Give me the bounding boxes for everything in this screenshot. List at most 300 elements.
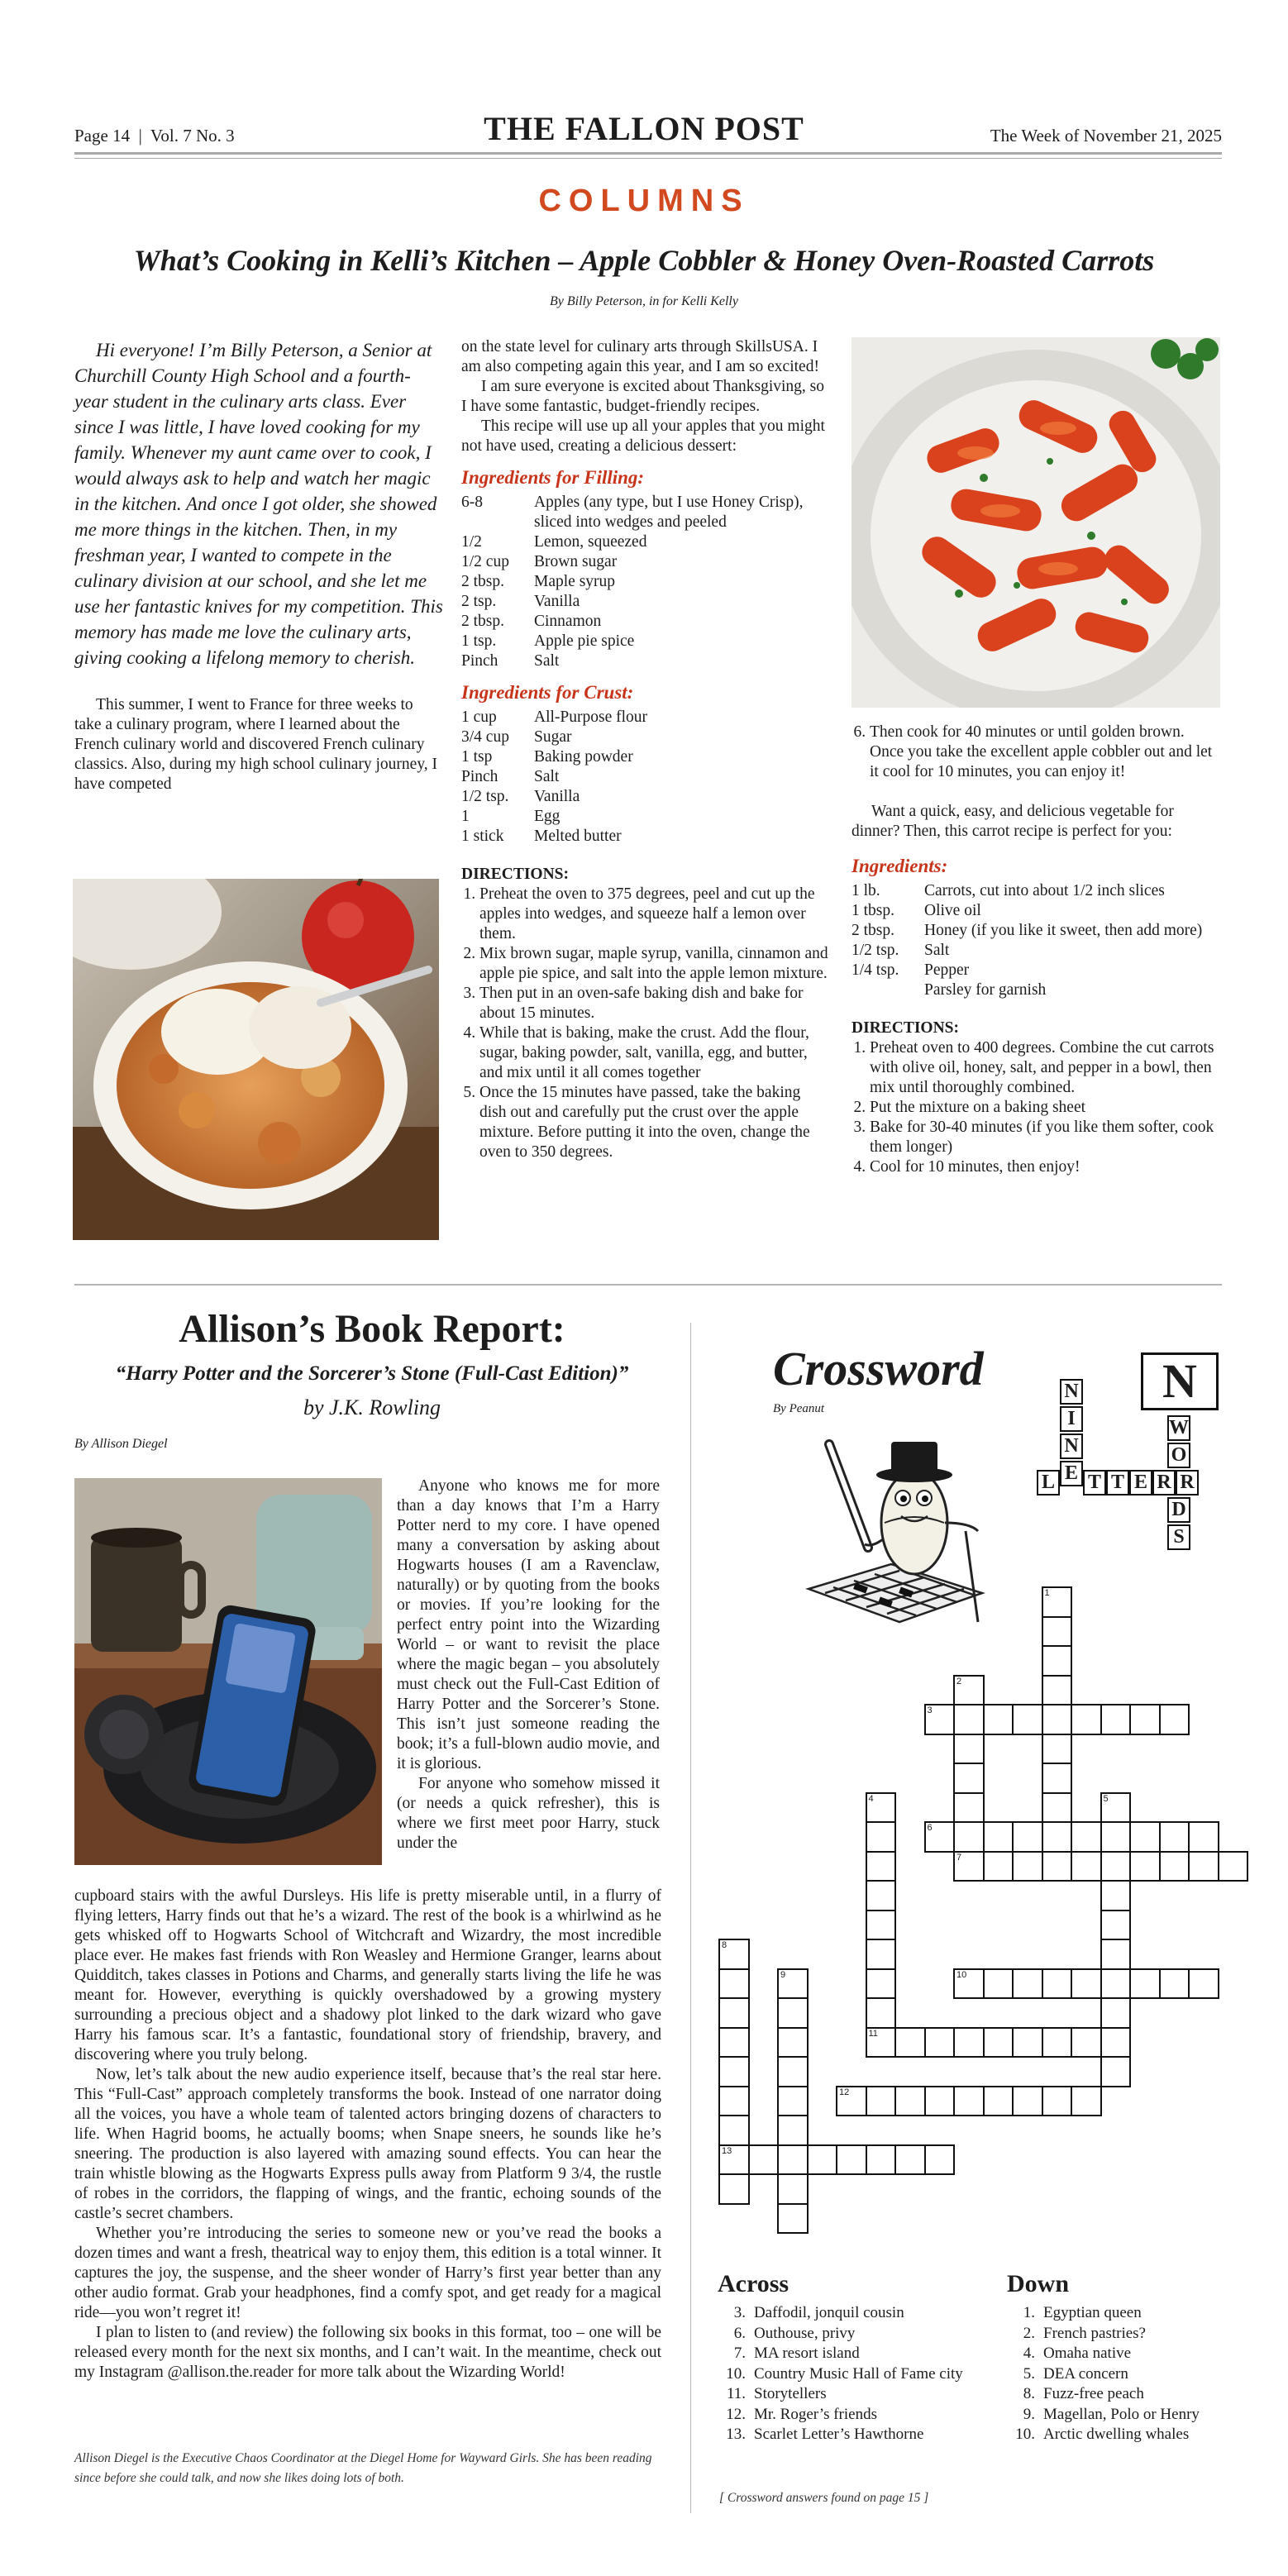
book-column-wide xyxy=(74,1887,661,2383)
crossword-cell[interactable] xyxy=(1100,1704,1132,1735)
crossword-cell[interactable] xyxy=(1042,1763,1073,1794)
clue-row xyxy=(718,2344,990,2364)
cell-number: 3 xyxy=(927,1705,933,1715)
body-paragraph: For anyone who somehow missed it (or needs a quick refresher), this is where we first meet poor Harry, stuck under the xyxy=(397,1775,660,1852)
ingredient: Egg xyxy=(534,808,561,825)
crossword-cell[interactable] xyxy=(1012,1968,1043,2000)
quantity: 1/2 cup xyxy=(461,553,509,570)
crossword-cell[interactable] xyxy=(718,1968,750,2000)
clue-row xyxy=(718,2384,990,2405)
ingredient-row xyxy=(852,901,1222,921)
quantity: 1 xyxy=(461,808,470,825)
crossword-cell[interactable] xyxy=(924,2027,956,2058)
clue-text: French pastries? xyxy=(1043,2324,1146,2342)
crossword-cell[interactable] xyxy=(777,2086,809,2117)
clue-number: 5. xyxy=(1023,2364,1035,2383)
cell-number: 1 xyxy=(1044,1588,1050,1598)
ingredient: Baking powder xyxy=(534,748,633,766)
crossword-cell[interactable] xyxy=(866,1851,897,1882)
filling-ingredient-list xyxy=(461,493,828,671)
logo-letter: S xyxy=(1167,1524,1190,1550)
clue-row xyxy=(1007,2324,1222,2345)
crossword-cell[interactable] xyxy=(1100,1821,1132,1853)
down-clues xyxy=(1007,2270,1222,2445)
quantity: 3/4 cup xyxy=(461,728,509,746)
apple-cobbler-illustration xyxy=(73,879,439,1240)
crossword-cell[interactable] xyxy=(1100,2027,1132,2058)
crossword-cell[interactable] xyxy=(983,1851,1014,1882)
crossword-cell[interactable] xyxy=(924,2144,956,2176)
clue-row xyxy=(1007,2344,1222,2364)
logo-letter: D xyxy=(1167,1497,1190,1523)
ingredient-row xyxy=(852,941,1222,961)
clue-number: 4. xyxy=(1023,2345,1035,2362)
clue-text: Storytellers xyxy=(754,2385,827,2402)
crossword-cell[interactable] xyxy=(1100,1851,1132,1882)
crossword-cell[interactable] xyxy=(1100,2056,1132,2087)
cell-number: 11 xyxy=(868,2028,878,2039)
crossword-cell[interactable] xyxy=(718,2056,750,2087)
clue-row xyxy=(718,2425,990,2445)
crossword-cell[interactable] xyxy=(866,1910,897,1941)
clue-row xyxy=(1007,2303,1222,2324)
body-paragraph: Anyone who knows me for more than a day knows that I’m a Harry Potter nerd to my core. I have opened many a conversation by asking about Hogwarts houses (I am a Ravenclaw, naturally) or by quoting from the books or movies. If you’re looking for the perfect entry point into the Wizarding World – or want to revisit the place where the magic began – you absolutely must check out the Full-Cast Edition of Harry Potter and the Sorcerer’s Stone. This isn’t just someone reading the book; it’s a full-blown audio movie, and it is glorious. xyxy=(397,1477,660,1772)
cooking-column-2 xyxy=(461,337,828,1162)
crossword-cell[interactable] xyxy=(1129,1704,1161,1735)
crossword-cell[interactable] xyxy=(924,1704,956,1735)
section-divider xyxy=(74,1284,1222,1286)
issue-date: The Week of November 21, 2025 xyxy=(990,126,1222,145)
ingredient-row xyxy=(461,592,828,612)
cell-number: 13 xyxy=(722,2145,732,2156)
clue-number: 6. xyxy=(733,2324,746,2342)
ingredient-row xyxy=(852,881,1222,901)
quantity: Pinch xyxy=(461,768,499,785)
body-paragraph: Now, let’s talk about the new audio experience itself, because that’s the real star here. This “Full-Cast” approach completely transforms the book. Instead of one narrator doing all the voices, you have a whole team of talented actors bringing dozens of characters to life. When Hagrid booms, he actually booms; when Snape sneers, he sounds like he’s sneering. The production is also layered with amazing sound effects. You can hear the train whistle blowing as the Hogwarts Express pulls away from Platform 9 3/4, the rustle of robes in the corridors, the flapping of wings, and the frantic, echoing sounds of the castle’s secret chambers. xyxy=(74,2066,661,2222)
clue-text: Fuzz-free peach xyxy=(1043,2385,1144,2402)
direction-step: 2. Put the mixture on a baking sheet xyxy=(870,1098,1222,1118)
quantity: 1/2 xyxy=(461,533,482,551)
apple-cobbler-photo xyxy=(73,879,439,1240)
clue-number: 9. xyxy=(1023,2405,1035,2423)
body-paragraph: Whether you’re introducing the series to someone new or you’ve read the books a dozen times and want a fresh, theatrical way to enjoy them, this edition is a total winner. It captures the joy, the suspense, and the sheer wonder of Harry’s first year better than any other audio format. Grab your headphones, find a comfy spot, and get ready for a magical ride—you won’t regret it! xyxy=(74,2225,661,2321)
audiobook-photo xyxy=(74,1478,382,1865)
crossword-cell[interactable] xyxy=(983,2086,1014,2117)
cobbler-directions-continued xyxy=(852,723,1222,782)
ingredient: Sugar xyxy=(534,728,572,746)
crossword-cell[interactable] xyxy=(777,2173,809,2205)
crust-ingredient-list xyxy=(461,708,828,847)
direction-step: 2. Mix brown sugar, maple syrup, vanilla, cinnamon and apple pie spice, and salt into the apple lemon mixture. xyxy=(479,944,828,984)
crossword-cell[interactable] xyxy=(807,2144,838,2176)
ingredient: Vanilla xyxy=(534,788,580,805)
crossword-cell[interactable] xyxy=(718,2173,750,2205)
crossword-cell[interactable] xyxy=(894,2027,926,2058)
carrot-directions-heading: DIRECTIONS: xyxy=(852,1019,960,1037)
crossword-cell[interactable] xyxy=(894,2086,926,2117)
ingredient: Vanilla xyxy=(534,593,580,610)
masthead-title: THE FALLON POST xyxy=(484,110,804,147)
logo-letter: W xyxy=(1167,1415,1190,1441)
crossword-cell[interactable] xyxy=(836,2086,867,2117)
crossword-cell[interactable] xyxy=(953,1968,985,2000)
clue-text: Egyptian queen xyxy=(1043,2304,1142,2321)
book-report-title: Allison’s Book Report: xyxy=(179,1307,565,1351)
direction-step: 4. Cool for 10 minutes, then enjoy! xyxy=(870,1157,1222,1177)
crossword-cell[interactable] xyxy=(953,1734,985,1765)
quantity: 1/4 tsp. xyxy=(852,961,899,979)
crossword-cell[interactable] xyxy=(953,1675,985,1706)
quantity: 1 tbsp. xyxy=(852,902,895,919)
page-number: Page 14 xyxy=(74,126,131,145)
answers-note: [ Crossword answers found on page 15 ] xyxy=(719,2491,929,2505)
cell-number: 9 xyxy=(780,1969,786,1980)
clue-row xyxy=(718,2364,990,2385)
crossword-cell[interactable] xyxy=(777,2115,809,2146)
book-byline: By Allison Diegel xyxy=(74,1437,168,1451)
crust-heading: Ingredients for Crust: xyxy=(461,682,634,703)
logo-letter: O xyxy=(1167,1443,1190,1468)
crossword-cell[interactable] xyxy=(924,2086,956,2117)
ingredient: Lemon, squeezed xyxy=(534,533,647,551)
quantity: 1 tsp xyxy=(461,748,493,766)
ingredient: Salt xyxy=(924,942,950,959)
crossword-cell[interactable] xyxy=(1100,1792,1132,1824)
crossword-cell[interactable] xyxy=(1071,1704,1102,1735)
crossword-byline: By Peanut xyxy=(773,1402,825,1415)
direction-step: 4. While that is baking, make the crust. Add the flour, sugar, baking powder, salt, vanilla, egg, and butter, and mix until it all comes together xyxy=(479,1023,828,1083)
crossword-cell[interactable] xyxy=(1159,1968,1190,2000)
quantity: 1 lb. xyxy=(852,882,880,899)
crossword-cell[interactable] xyxy=(1159,1851,1190,1882)
crossword-cell[interactable] xyxy=(1071,2086,1102,2117)
ingredient-row xyxy=(461,651,828,671)
crossword-cell[interactable] xyxy=(1042,1704,1073,1735)
clue-row xyxy=(1007,2364,1222,2385)
intro-paragraph: Hi everyone! I’m Billy Peterson, a Senior at Churchill County High School and a fourth-year student in the culinary arts class. Ever since I was little, I have loved cooking for my family. Whenever my aunt came over to cook, I would always ask to help and watch her magic in the kitchen. And once I got older, she showed me more things in the kitchen. Then, in my freshman year, I wanted to compete in the culinary division at our school, and she let me use her fantastic knives for my competition. This memory has made me love the culinary arts, giving cooking a lifelong memory to cherish. xyxy=(74,340,443,668)
ingredient-row xyxy=(461,787,828,807)
clue-text: Arctic dwelling whales xyxy=(1043,2426,1190,2443)
crossword-cell[interactable] xyxy=(1129,1821,1161,1853)
crossword-cell[interactable] xyxy=(866,2027,897,2058)
ingredient-row xyxy=(461,747,828,767)
cell-number: 4 xyxy=(868,1793,874,1804)
crossword-cell[interactable] xyxy=(1159,1821,1190,1853)
crossword-cell[interactable] xyxy=(1188,1851,1219,1882)
carrots-illustration xyxy=(852,337,1220,708)
clue-row xyxy=(718,2303,990,2324)
crossword-cell[interactable] xyxy=(777,2056,809,2087)
crossword-cell[interactable] xyxy=(1042,2027,1073,2058)
divider: | xyxy=(138,126,142,145)
crossword-cell[interactable] xyxy=(924,1821,956,1853)
cell-number: 12 xyxy=(839,2087,850,2097)
crossword-cell[interactable] xyxy=(953,1821,985,1853)
clue-number: 2. xyxy=(1023,2324,1035,2342)
cell-number: 8 xyxy=(722,1940,727,1950)
carrots-photo xyxy=(852,337,1220,708)
directions-heading: DIRECTIONS: xyxy=(461,866,570,883)
crossword-cell[interactable] xyxy=(1188,1821,1219,1853)
clue-text: MA resort island xyxy=(754,2345,860,2362)
cobbler-directions xyxy=(461,885,828,1162)
carrot-ingredient-list xyxy=(852,881,1222,1000)
body-paragraph: This summer, I went to France for three weeks to take a culinary program, where I learned about the French culinary world and discovered French culinary classics. Also, during my high school culinary journey, I have competed xyxy=(74,696,438,793)
ingredient: Carrots, cut into about 1/2 inch slices xyxy=(924,882,1165,899)
clue-text: Mr. Roger’s friends xyxy=(754,2405,877,2423)
crossword-cell[interactable] xyxy=(1012,2086,1043,2117)
crossword-cell[interactable] xyxy=(866,2144,897,2176)
direction-step: 3. Then put in an oven-safe baking dish and bake for about 15 minutes. xyxy=(479,984,828,1023)
logo-letter: N xyxy=(1060,1379,1083,1405)
ingredient: Apples (any type, but I use Honey Crisp), sliced into wedges and peeled xyxy=(534,494,804,531)
crossword-cell[interactable] xyxy=(1042,1821,1073,1853)
crossword-cell[interactable] xyxy=(1042,2086,1073,2117)
ingredient: Honey (if you like it sweet, then add more) xyxy=(924,922,1203,939)
book-title: “Harry Potter and the Sorcerer’s Stone (Full-Cast Edition)” xyxy=(115,1362,629,1385)
ingredient-row xyxy=(461,612,828,632)
logo-letter: R xyxy=(1176,1470,1199,1496)
crossword-cell[interactable] xyxy=(718,1997,750,2029)
clue-row xyxy=(1007,2425,1222,2445)
book-author: by J.K. Rowling xyxy=(303,1395,441,1419)
crossword-cell[interactable] xyxy=(748,2144,780,2176)
ingredient: Salt xyxy=(534,768,560,785)
across-heading: Across xyxy=(718,2270,789,2297)
crossword-cell[interactable] xyxy=(1042,1616,1073,1648)
crossword-cell[interactable] xyxy=(718,1939,750,1970)
crossword-cell[interactable] xyxy=(1100,1939,1132,1970)
quantity: 6-8 xyxy=(461,494,483,511)
crossword-cell[interactable] xyxy=(983,2027,1014,2058)
cooking-column-1 xyxy=(74,337,443,794)
column-divider xyxy=(690,1323,691,2513)
quantity: 2 tbsp. xyxy=(852,922,895,939)
peanut-mascot-icon xyxy=(775,1424,992,1632)
quantity: 1/2 tsp. xyxy=(852,942,899,959)
crossword-cell[interactable] xyxy=(777,1968,809,2000)
filling-heading: Ingredients for Filling: xyxy=(461,467,645,488)
clue-row xyxy=(1007,2405,1222,2426)
cell-number: 2 xyxy=(956,1676,962,1686)
ingredient-row xyxy=(461,727,828,747)
article-byline: By Billy Peterson, in for Kelli Kelly xyxy=(550,294,738,308)
crossword-cell[interactable] xyxy=(953,1851,985,1882)
direction-step: 6. Then cook for 40 minutes or until golden brown. Once you take the excellent apple cobbler out and let it cool for 10 minutes, you can enjoy it! xyxy=(870,723,1222,782)
direction-step: 3. Bake for 30-40 minutes (if you like them softer, cook them longer) xyxy=(870,1118,1222,1157)
ingredient: Melted butter xyxy=(534,828,622,845)
crossword-cell[interactable] xyxy=(718,2115,750,2146)
cell-number: 6 xyxy=(927,1823,933,1833)
clue-number: 10. xyxy=(1015,2426,1035,2443)
crossword-cell[interactable] xyxy=(777,2027,809,2058)
ingredient-row xyxy=(852,961,1222,980)
cooking-column-3 xyxy=(852,723,1222,1177)
quantity: 1 tsp. xyxy=(461,632,497,650)
crossword-cell[interactable] xyxy=(718,2027,750,2058)
section-label: COLUMNS xyxy=(538,184,750,218)
crossword-cell[interactable] xyxy=(718,2144,750,2176)
crossword-cell[interactable] xyxy=(1159,1704,1190,1735)
ingredient: Olive oil xyxy=(924,902,981,919)
crossword-cell[interactable] xyxy=(836,2144,867,2176)
crossword-cell[interactable] xyxy=(1012,1851,1043,1882)
ingredient: Pepper xyxy=(924,961,970,979)
ingredient-row xyxy=(461,572,828,592)
crossword-title: Crossword xyxy=(773,1342,984,1395)
ingredient: Brown sugar xyxy=(534,553,618,570)
crossword-cell[interactable] xyxy=(953,2027,985,2058)
logo-letter: E xyxy=(1060,1461,1083,1486)
crossword-cell[interactable] xyxy=(1012,1704,1043,1735)
crossword-cell[interactable] xyxy=(1100,1997,1132,2029)
crossword-cell[interactable] xyxy=(1071,2027,1102,2058)
clue-text: Magellan, Polo or Henry xyxy=(1043,2405,1200,2423)
crossword-cell[interactable] xyxy=(1071,1821,1102,1853)
header-rule xyxy=(74,152,1222,155)
crossword-cell[interactable] xyxy=(866,2086,897,2117)
down-heading: Down xyxy=(1007,2270,1070,2297)
carrot-directions xyxy=(852,1038,1222,1177)
crossword-cell[interactable] xyxy=(1129,1968,1161,2000)
crossword-cell[interactable] xyxy=(983,1821,1014,1853)
audiobook-illustration xyxy=(74,1478,382,1865)
crossword-cell[interactable] xyxy=(1042,1675,1073,1706)
crossword-cell[interactable] xyxy=(894,2144,926,2176)
crossword-cell[interactable] xyxy=(1042,1851,1073,1882)
crossword-cell[interactable] xyxy=(866,1997,897,2029)
book-column-narrow xyxy=(397,1476,660,1853)
header-rule-thin xyxy=(74,158,1222,159)
ingredient-row xyxy=(461,632,828,651)
ingredient-row xyxy=(461,767,828,787)
quantity: 1 cup xyxy=(461,708,497,726)
logo-big-n: N xyxy=(1141,1352,1219,1410)
crossword-cell[interactable] xyxy=(866,1821,897,1853)
cell-number: 5 xyxy=(1103,1793,1109,1804)
crossword-cell[interactable] xyxy=(1042,1586,1073,1618)
clue-number: 8. xyxy=(1023,2385,1035,2402)
author-bio: Allison Diegel is the Executive Chaos Coordinator at the Diegel Home for Wayward Girls. She has been reading since before she could talk, and now she likes doing lots of both. xyxy=(74,2451,652,2485)
clue-number: 12. xyxy=(726,2405,746,2423)
crossword-cell[interactable] xyxy=(1042,1734,1073,1765)
ingredient-row xyxy=(461,532,828,552)
logo-letter: I xyxy=(1060,1406,1083,1432)
crossword-cell[interactable] xyxy=(777,2203,809,2235)
body-paragraph: on the state level for culinary arts through SkillsUSA. I am also competing again this year, and I am so excited! xyxy=(461,338,819,375)
ingredient-row xyxy=(461,827,828,847)
clue-text: Omaha native xyxy=(1043,2345,1132,2362)
crossword-cell[interactable] xyxy=(983,1704,1014,1735)
crossword-cell[interactable] xyxy=(777,1997,809,2029)
crossword-cell[interactable] xyxy=(866,1968,897,2000)
ingredient-row xyxy=(461,807,828,827)
ingredient: All-Purpose flour xyxy=(534,708,648,726)
crossword-cell[interactable] xyxy=(866,1939,897,1970)
body-paragraph: cupboard stairs with the awful Dursleys. His life is pretty miserable until, in a flurry of flying letters, Harry finds out that he’s a wizard. The rest of the book is a whirlwind as he gets whisked off to Hogwarts School of Witchcraft and Wizardry, the most incredible place ever. He makes fast friends with Ron Weasley and Hermione Granger, learns about Quidditch, takes classes in Potions and Charms, and generally starts living the life he was meant for. However, everything is quickly overshadowed by a growing mystery surrounding a precious object and a shadowy plot linked to the dark wizard who gave Harry his famous scar. It’s a fantastic, foundational story of friendship, bravery, and discovering where you truly belong. xyxy=(74,1887,661,2063)
ingredient: Parsley for garnish xyxy=(924,981,1047,999)
crossword-cell[interactable] xyxy=(953,1704,985,1735)
ingredient-row xyxy=(852,921,1222,941)
crossword-cell[interactable] xyxy=(1129,1851,1161,1882)
quantity: 1 stick xyxy=(461,828,504,845)
crossword-cell[interactable] xyxy=(1100,1968,1132,2000)
ingredient-row xyxy=(852,980,1222,1000)
body-paragraph: I plan to listen to (and review) the following six books in this format, too – one will be released every month for the next six months, and I can’t wait. In the meantime, check out my Instagram @allison.the.reader for more talk about the Wizarding World! xyxy=(74,2324,661,2381)
ingredient: Maple syrup xyxy=(534,573,616,590)
ingredient-row xyxy=(461,552,828,572)
quantity: 2 tsp. xyxy=(461,593,497,610)
article-headline: What’s Cooking in Kelli’s Kitchen – Apple Cobbler & Honey Oven-Roasted Carrots xyxy=(133,244,1155,277)
quantity: 2 tbsp. xyxy=(461,573,505,590)
logo-letter: N xyxy=(1060,1433,1083,1459)
clue-text: Outhouse, privy xyxy=(754,2324,856,2342)
logo-letter: T xyxy=(1083,1470,1106,1496)
crossword-cell[interactable] xyxy=(1100,1910,1132,1941)
crossword-cell[interactable] xyxy=(777,2144,809,2176)
crossword-cell[interactable] xyxy=(1100,1880,1132,1911)
crossword-cell[interactable] xyxy=(1071,1968,1102,2000)
ingredient: Cinnamon xyxy=(534,613,602,630)
clue-row xyxy=(718,2405,990,2426)
carrot-ingredients-heading: Ingredients: xyxy=(852,856,948,876)
crossword-cell[interactable] xyxy=(1042,1792,1073,1824)
quantity: 1/2 tsp. xyxy=(461,788,509,805)
peanut-mascot xyxy=(775,1424,992,1632)
crossword-cell[interactable] xyxy=(1042,1968,1073,2000)
clue-row xyxy=(718,2324,990,2345)
body-paragraph: I am sure everyone is excited about Thanksgiving, so I have some fantastic, budget-friendly recipes. xyxy=(461,378,824,415)
crossword-cell[interactable] xyxy=(1188,1968,1219,2000)
crossword-cell[interactable] xyxy=(1012,1821,1043,1853)
crossword-cell[interactable] xyxy=(953,1763,985,1794)
ingredient-row xyxy=(461,493,828,532)
logo-letter: T xyxy=(1106,1470,1129,1496)
crossword-cell[interactable] xyxy=(718,2086,750,2117)
crossword-cell[interactable] xyxy=(1071,1851,1102,1882)
ingredient-row xyxy=(461,708,828,727)
crossword-cell[interactable] xyxy=(1012,2027,1043,2058)
crossword-cell[interactable] xyxy=(1218,1851,1249,1882)
carrot-intro: Want a quick, easy, and delicious vegetable for dinner? Then, this carrot recipe is perfect for you: xyxy=(852,803,1174,840)
across-clues xyxy=(718,2270,990,2445)
clue-number: 11. xyxy=(726,2385,746,2402)
direction-step: 5. Once the 15 minutes have passed, take the baking dish out and carefully put the crust over the apple mixture. Before putting it into the oven, change the oven to 350 degrees. xyxy=(479,1083,828,1162)
volume-issue: Vol. 7 No. 3 xyxy=(150,126,235,145)
direction-step: 1. Preheat oven to 400 degrees. Combine the cut carrots with olive oil, honey, salt, and pepper in a bowl, then mix until thoroughly combined. xyxy=(870,1038,1222,1098)
crossword-cell[interactable] xyxy=(1042,1645,1073,1677)
crossword-cell[interactable] xyxy=(953,1792,985,1824)
quantity xyxy=(852,980,924,1000)
crossword-cell[interactable] xyxy=(866,1792,897,1824)
logo-letter: E xyxy=(1129,1470,1152,1496)
clue-text: DEA concern xyxy=(1043,2364,1128,2383)
clue-row xyxy=(1007,2384,1222,2405)
cell-number: 7 xyxy=(956,1852,962,1863)
clue-text: Country Music Hall of Fame city xyxy=(754,2364,963,2383)
clue-number: 1. xyxy=(1023,2304,1035,2321)
clue-number: 7. xyxy=(733,2345,746,2362)
clue-number: 3. xyxy=(733,2304,746,2321)
crossword-cell[interactable] xyxy=(866,1880,897,1911)
quantity: Pinch xyxy=(461,652,499,670)
direction-step: 1. Preheat the oven to 375 degrees, peel and cut up the apples into wedges, and squeeze half a lemon over them. xyxy=(479,885,828,944)
crossword-cell[interactable] xyxy=(953,2086,985,2117)
clue-text: Daffodil, jonquil cousin xyxy=(754,2304,904,2321)
crossword-cell[interactable] xyxy=(983,1968,1014,2000)
logo-letter: R xyxy=(1152,1470,1176,1496)
quantity: 2 tbsp. xyxy=(461,613,505,630)
